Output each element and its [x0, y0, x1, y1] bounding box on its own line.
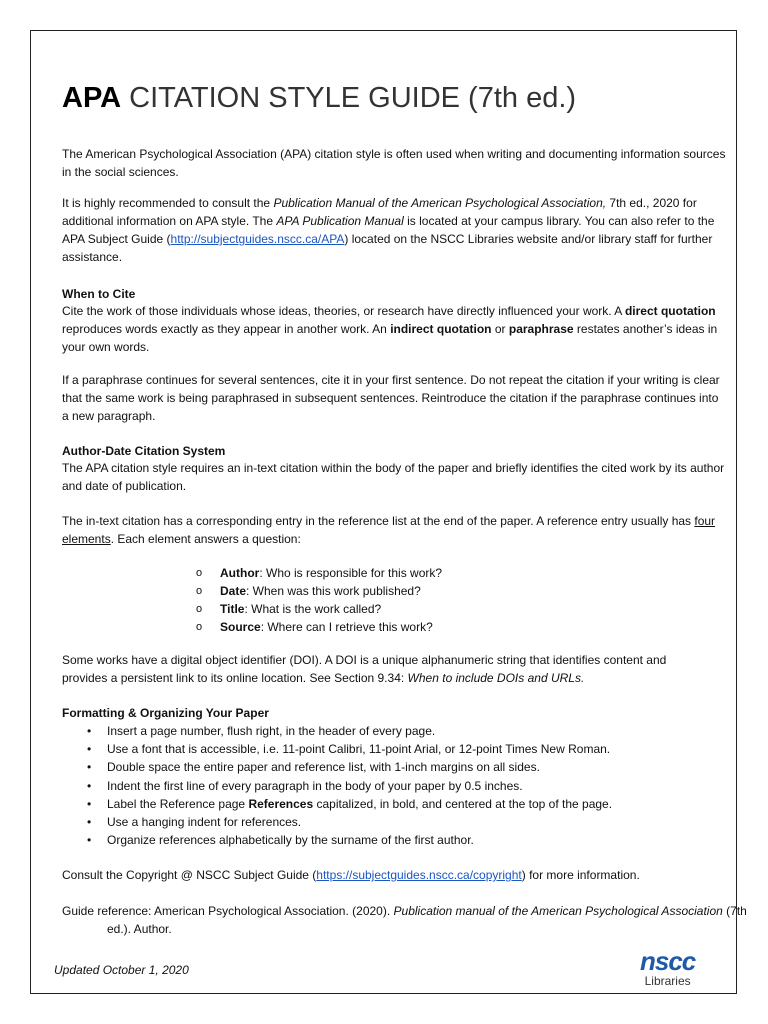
updated-date: Updated October 1, 2020	[54, 963, 189, 977]
list-item: • Double space the entire paper and reference list, with 1-inch margins on all sides.	[87, 758, 727, 776]
author-date-paragraph-2: The in-text citation has a corresponding entry in the reference list at the end of the paper. A reference entry usually has four elements. Each element answers a question:	[62, 514, 716, 546]
formatting-heading: Formatting & Organizing Your Paper	[62, 706, 269, 720]
author-date-heading: Author-Date Citation System	[62, 444, 226, 458]
page-title	[62, 80, 576, 116]
title-rest: CITATION STYLE GUIDE (7th ed.)	[129, 82, 577, 114]
list-item: • Label the Reference page References capitalized, in bold, and centered at the top of the page.	[87, 795, 727, 813]
list-item: o Source: Where can I retrieve this work?	[196, 618, 442, 636]
intro-paragraph: The American Psychological Association (APA) citation style is often used when writing and documenting information sources in the social sciences.	[62, 147, 726, 179]
list-item: • Use a hanging indent for references.	[87, 813, 727, 831]
list-item: • Use a font that is accessible, i.e. 11-point Calibri, 11-point Arial, or 12-point Times New Roman.	[87, 740, 727, 758]
list-item: • Insert a page number, flush right, in the header of every page.	[87, 722, 727, 740]
logo-subtitle: Libraries	[644, 974, 691, 988]
copyright-paragraph: Consult the Copyright @ NSCC Subject Guide (https://subjectguides.nscc.ca/copyright) for more information.	[62, 868, 640, 882]
formatting-list	[87, 722, 727, 849]
logo-mark: nscc	[640, 946, 696, 976]
guide-reference: Guide reference: American Psychological Association. (2020). Publication manual of the American Psychological Association (7th ed.). Author.	[62, 904, 747, 936]
list-item: o Title: What is the work called?	[196, 600, 442, 618]
title-bold: APA	[62, 82, 122, 114]
list-item: • Indent the first line of every paragraph in the body of your paper by 0.5 inches.	[87, 777, 727, 795]
elements-list	[196, 564, 442, 636]
list-item: o Date: When was this work published?	[196, 582, 442, 600]
when-to-cite-heading: When to Cite	[62, 287, 136, 301]
doi-paragraph: Some works have a digital object identifier (DOI). A DOI is a unique alphanumeric string that identifies content and provides a persistent link to its online location. See Section 9.34: When to include DOIs and URLs.	[62, 653, 667, 685]
list-item: o Author: Who is responsible for this work?	[196, 564, 442, 582]
when-to-cite-paragraph-2: If a paraphrase continues for several sentences, cite it in your first sentence. Do not repeat the citation if your writing is clear that the same work is being paraphrased in subsequent sentences. Reintroduce the citation if the paraphrase continues into a new paragraph.	[62, 373, 720, 423]
nscc-libraries-logo	[640, 948, 695, 988]
consult-paragraph: It is highly recommended to consult the Publication Manual of the American Psychological Association, 7th ed., 2020 for additional information on APA style. The APA Publication Manual is located at your campus library. You can also refer to the APA Subject Guide (http://subjectguides.nscc.ca/APA) located on the NSCC Libraries website and/or library staff for further assistance.	[62, 196, 715, 264]
when-to-cite-paragraph-1: Cite the work of those individuals whose ideas, theories, or research have directly influenced your work. A direct quotation reproduces words exactly as they appear in another work. An indirect quotation or paraphrase restates another’s ideas in your own words.	[62, 304, 718, 354]
copyright-guide-link[interactable]: https://subjectguides.nscc.ca/copyright	[316, 868, 522, 882]
apa-guide-link[interactable]: http://subjectguides.nscc.ca/APA	[170, 232, 345, 246]
author-date-paragraph-1: The APA citation style requires an in-text citation within the body of the paper and briefly identifies the cited work by its author and date of publication.	[62, 461, 725, 493]
list-item: • Organize references alphabetically by the surname of the first author.	[87, 831, 727, 849]
